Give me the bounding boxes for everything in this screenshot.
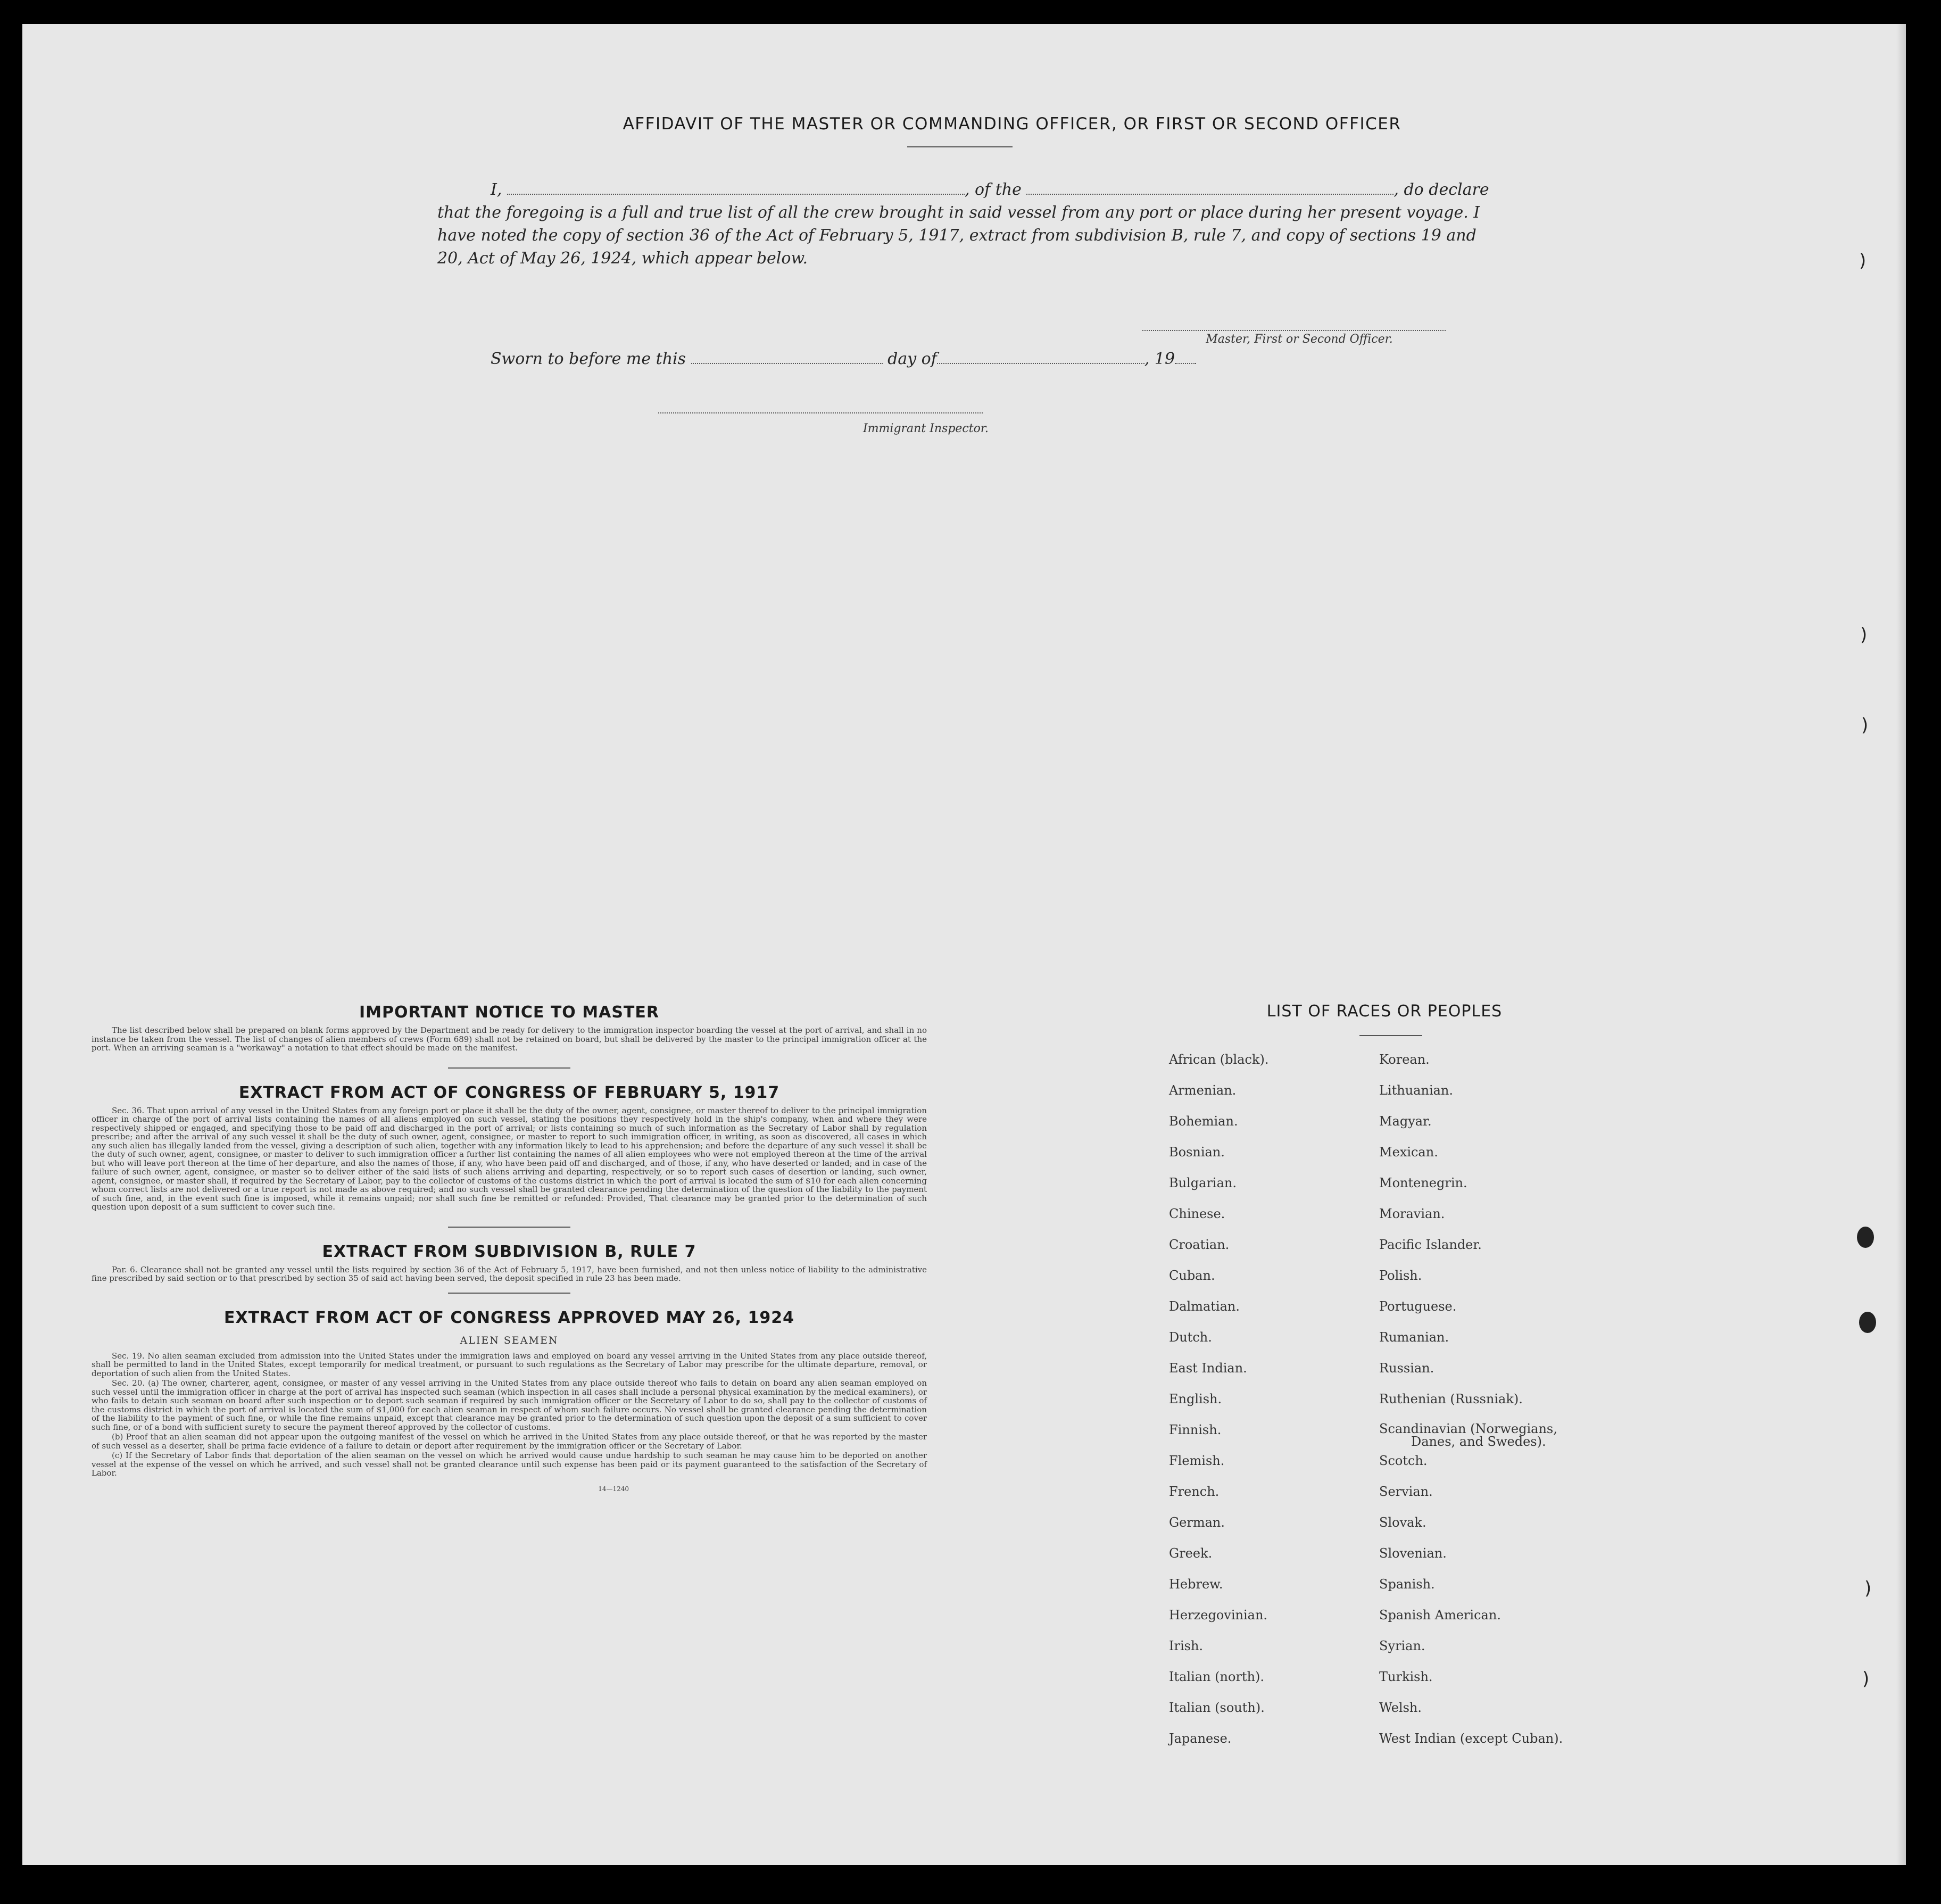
race-label: Croatian. [1169,1237,1230,1252]
race-item [1169,1546,1268,1577]
sworn-day-of: day of [887,350,937,368]
race-item [1169,1083,1268,1114]
section-separator [448,1067,570,1069]
binder-mark: ) [1861,715,1869,736]
sworn-year-blank[interactable] [1175,351,1196,364]
race-item [1169,1052,1268,1083]
race-item [1169,1515,1268,1546]
race-item [1379,1237,1563,1268]
race-label: Slovenian. [1379,1546,1447,1561]
affidavit-declaration-line [437,178,1496,201]
race-label: Herzegovinian. [1169,1608,1268,1622]
race-label: Ruthenian (Russniak). [1379,1392,1523,1406]
affidavit-body: that the foregoing is a full and true list of all the crew brought in said vessel from any port or place during her present voyage. I have noted the copy of section 36 of the Act of February 5, 1917, extract from subdivision B, rule 7, and copy of sections 19 and 20, Act of May 26, 1924, which appear below. [437,203,1480,268]
race-item [1169,1638,1268,1669]
race-label: Russian. [1379,1361,1434,1376]
race-item [1379,1114,1563,1145]
binder-mark: ) [1862,1668,1870,1690]
race-label: Moravian. [1379,1206,1445,1221]
race-label: Cuban. [1169,1268,1215,1283]
race-label: Portuguese. [1379,1299,1457,1314]
races-list-left [1169,1052,1268,1762]
race-item [1169,1453,1268,1484]
race-item [1379,1638,1563,1669]
sworn-month-blank[interactable] [937,351,1144,364]
race-label: Greek. [1169,1546,1213,1561]
race-label: Armenian. [1169,1083,1237,1098]
race-label-continuation: Danes, and Swedes). [1411,1434,1546,1449]
race-label: Polish. [1379,1268,1422,1283]
extract-1924-heading: EXTRACT FROM ACT OF CONGRESS APPROVED MAY 26, 1924 [224,1308,794,1327]
races-list-right [1379,1052,1563,1762]
race-label: French. [1169,1484,1220,1499]
race-item [1379,1484,1563,1515]
binder-hole [1859,1312,1876,1333]
race-label: Italian (south). [1169,1700,1265,1715]
race-item [1379,1546,1563,1577]
section-20c-text: (c) If the Secretary of Labor finds that deportation of the alien seaman on the vessel on which he arrived would cause undue hardship to such seaman he may cause him to be deported on another vessel at the expense of the vessel on which he arrived, and such vessel shall not be granted clearance until such expense has been paid or its payment guaranteed to the satisfaction of the Secretary of Labor. [92,1451,927,1478]
affidavit-heading: AFFIDAVIT OF THE MASTER OR COMMANDING OFFICER, OR FIRST OR SECOND OFFICER [623,114,1401,134]
extract-1917-text: Sec. 36. That upon arrival of any vessel in the United States from any foreign port or place it shall be the duty of the owner, agent, consignee, or master thereof to deliver to the principal immigration officer in charge of the port of arrival lists containing the names of all aliens employed on such vessel, stating the positions they respectively hold in the ship's company, when and where they were respectively shipped or engaged, and specifying those to be paid off and discharged in the port of arrival; or lists containing so much of such information as the Secretary of Labor shall by regulation prescribe; and after the arrival of any such vessel it shall be the duty of such owner, agent, consignee, or master to report to such immigration officer, in writing, as soon as discovered, all cases in which any such alien has illegally landed from the vessel, giving a description of such alien, together with any information likely to lead to his apprehension; and before the departure of any such vessel it shall be the duty of such owner, agent, consignee, or master to deliver to such immigration officer a further list containing the names of all alien employees who were not employed thereon at the time of the arrival but who will leave port thereon at the time of her departure, and also the names of those, if any, who have been paid off and discharged, and of those, if any, who have deserted or landed; and in case of the failure of such owner, agent, consignee, or master so to deliver either of the said lists of such aliens arriving and departing, respectively, or so to report such cases of desertion or landing, such owner, agent, consignee, or master shall, if required by the Secretary of Labor, pay to the collector of customs of the customs district in which the port of arrival is located the sum of $10 for each alien concerning whom correct lists are not delivered or a true report is not made as above required; and no such vessel shall be granted clearance pending the determination of the question of the liability to the payment of such fine, and, in the event such fine is imposed, while it remains unpaid; nor shall such fine be remitted or refunded: Provided, That clearance may be granted prior to the determination of such question upon deposit of a sum sufficient to cover such fine. [92,1105,927,1212]
section-20a-text: Sec. 20. (a) The owner, charterer, agent, consignee, or master of any vessel arriving in the United States from any place outside thereof who fails to detain on board any alien seaman employed on such vessel until the immigration officer in charge at the port of arrival has inspected such seaman (which inspection in all cases shall include a personal physical examination by the medical examiners), or who fails to detain such seaman on board after such inspection or to deport such seaman if required by such immigration officer or the Secretary of Labor to do so, shall pay to the collector of customs of the customs district in which the port of arrival is located the sum of $1,000 for each alien seaman in respect of whom such failure occurs. No vessel shall be granted clearance pending the determination of the liability to the payment of such fine, or while the fine remains unpaid, except that clearance may be granted prior to the determination of such question upon the deposit of a sum sufficient to cover such fine, or of a bond with sufficient surety to secure the payment thereof approved by the collector of customs. [92,1378,927,1432]
race-label: Spanish American. [1379,1608,1501,1622]
binder-mark: ) [1859,250,1867,271]
race-item [1379,1453,1563,1484]
race-item [1169,1145,1268,1175]
vessel-prefix: , of the [964,180,1022,199]
page-edge-shadow [1896,24,1906,1865]
races-heading: LIST OF RACES OR PEOPLES [1266,1002,1503,1021]
race-label: Servian. [1379,1484,1433,1499]
race-item [1169,1731,1268,1762]
race-item [1169,1175,1268,1206]
race-item [1379,1145,1563,1175]
notices-column [92,1003,927,1493]
race-label: Dutch. [1169,1330,1212,1345]
race-label: West Indian (except Cuban). [1379,1731,1563,1746]
affidavit-statement [437,178,1496,270]
race-item [1379,1515,1563,1546]
race-item [1379,1330,1563,1361]
race-label: Scotch. [1379,1453,1428,1468]
race-label: Montenegrin. [1379,1175,1467,1190]
race-item [1379,1175,1563,1206]
race-label: Korean. [1379,1052,1430,1067]
race-item [1379,1299,1563,1330]
race-label: Dalmatian. [1169,1299,1240,1314]
race-item [1169,1114,1268,1145]
race-label: Italian (north). [1169,1669,1265,1684]
races-heading-rule [1359,1035,1422,1036]
master-signature-label: Master, First or Second Officer. [1206,333,1393,346]
binder-mark: ) [1864,1578,1872,1599]
race-item [1379,1361,1563,1392]
race-item [1379,1700,1563,1731]
alien-seamen-subheading: ALIEN SEAMEN [460,1334,559,1346]
race-label: Welsh. [1379,1700,1422,1715]
race-item [1169,1700,1268,1731]
declarant-prefix: I, [491,180,502,199]
race-label: Bulgarian. [1169,1175,1237,1190]
race-label: Bohemian. [1169,1114,1238,1129]
binder-hole [1857,1227,1874,1248]
race-item [1379,1268,1563,1299]
section-20b-text: (b) Proof that an alien seaman did not appear upon the outgoing manifest of the vessel on which he arrived in the United States from any place outside thereof, or that he was reported by the master of such vessel as a deserter, shall be prima facie evidence of a failure to detain or deport after requirement by the immigration officer or the Secretary of Labor. [92,1432,927,1451]
section-19-text: Sec. 19. No alien seaman excluded from admission into the United States under the immigration laws and employed on board any vessel arriving in the United States from any place outside thereof, shall be permitted to land in the United States, except temporarily for medical treatment, or pursuant to such regulations as the Secretary of Labor may prescribe for the ultimate departure, removal, or deportation of such alien from the United States. [92,1351,927,1378]
section-separator [448,1227,570,1228]
race-item [1379,1422,1563,1453]
declarant-name-blank[interactable] [507,182,965,195]
master-signature-line[interactable] [1142,330,1446,331]
race-item [1169,1237,1268,1268]
race-label: Irish. [1169,1638,1204,1653]
race-item [1169,1268,1268,1299]
race-label: East Indian. [1169,1361,1247,1376]
race-label: Spanish. [1379,1577,1435,1592]
race-label: Scandinavian (Norwegians, [1379,1421,1557,1436]
form-number: 14—1240 [598,1485,629,1493]
race-item [1169,1392,1268,1422]
race-label: English. [1169,1392,1222,1406]
race-item [1379,1083,1563,1114]
affidavit-heading-rule [907,146,1013,147]
race-item [1379,1608,1563,1638]
race-item [1379,1669,1563,1700]
inspector-signature-label: Immigrant Inspector. [863,422,989,435]
race-item [1169,1206,1268,1237]
sworn-prefix: Sworn to before me this [491,350,686,368]
race-label: Finnish. [1169,1422,1222,1437]
race-item [1379,1731,1563,1762]
race-item [1379,1392,1563,1422]
race-item [1169,1330,1268,1361]
race-label: Slovak. [1379,1515,1426,1530]
race-item [1379,1052,1563,1083]
race-item [1169,1577,1268,1608]
race-label: Syrian. [1379,1638,1425,1653]
race-item [1379,1206,1563,1237]
vessel-name-blank[interactable] [1026,182,1393,195]
race-label: Chinese. [1169,1206,1225,1221]
race-label: Bosnian. [1169,1145,1225,1160]
race-label: African (black). [1169,1052,1269,1067]
race-label: Turkish. [1379,1669,1433,1684]
race-label: Mexican. [1379,1145,1438,1160]
race-label: Rumanian. [1379,1330,1449,1345]
race-label: Hebrew. [1169,1577,1223,1592]
inspector-signature-line[interactable] [658,412,983,413]
sworn-year-prefix: , 19 [1144,350,1175,368]
race-item [1169,1299,1268,1330]
race-label: German. [1169,1515,1225,1530]
race-item [1169,1361,1268,1392]
race-item [1169,1484,1268,1515]
declare-suffix: , do declare [1393,180,1489,199]
race-item [1169,1669,1268,1700]
race-item [1169,1422,1268,1453]
race-label: Lithuanian. [1379,1083,1454,1098]
race-item [1379,1577,1563,1608]
race-label: Magyar. [1379,1114,1432,1129]
binder-mark: ) [1860,624,1868,645]
race-item [1169,1608,1268,1638]
sworn-statement-line [491,350,1196,368]
extract-rule7-heading: EXTRACT FROM SUBDIVISION B, RULE 7 [322,1242,696,1261]
extract-rule7-text: Par. 6. Clearance shall not be granted any vessel until the lists required by section 36 of the Act of February 5, 1917, have been furnished, and not then unless notice of liability to the administrative fine prescribed by said section or to that prescribed by section 35 of said act having been served, the deposit specified in rule 23 has been made. [92,1264,927,1283]
race-label: Pacific Islander. [1379,1237,1482,1252]
extract-1917-heading: EXTRACT FROM ACT OF CONGRESS OF FEBRUARY 5, 1917 [238,1083,780,1102]
notice-text: The list described below shall be prepared on blank forms approved by the Department and be ready for delivery to the immigration inspector boarding the vessel at the port of arrival, and shall in no instance be taken from the vessel. The list of changes of alien members of crews (Form 689) shall not be retained on board, but shall be delivered by the master to the principal immigration officer at the port. When an arriving seaman is a "workaway" a notation to that effect should be made on the manifest. [92,1025,927,1053]
section-separator [448,1293,570,1294]
notice-heading: IMPORTANT NOTICE TO MASTER [359,1003,659,1022]
race-label: Flemish. [1169,1453,1225,1468]
sworn-day-blank[interactable] [691,351,883,364]
race-label: Japanese. [1169,1731,1232,1746]
document-page [22,24,1906,1865]
